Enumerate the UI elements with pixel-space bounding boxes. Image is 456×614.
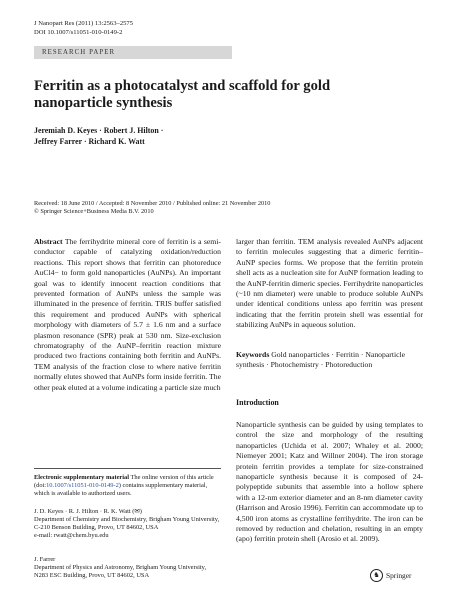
footnote-divider <box>34 468 221 469</box>
supplementary-text-before: The online version of this article (doi: <box>34 474 214 490</box>
article-title: Ferritin as a photocatalyst and scaffold for gold nanoparticle synthesis <box>34 78 331 111</box>
supplementary-label: Electronic supplementary material <box>34 474 130 481</box>
copyright-line: © Springer Science+Business Media B.V. 2010 <box>34 208 154 216</box>
abstract-continued: larger than ferritin. TEM analysis revealed AuNPs adjacent to ferritin molecules suggesting that a dimeric ferritin–AuNP species forms. We propose that the ferritin protein shell acts as a nucleation site for AuNP formation leading to the AuNP-ferritin dimeric species. Ferrihydrite nanoparticles (~10 nm diameter) were unable to produce soluble AuNPs under identical conditions unless apo ferritin was present indicating that the ferritin protein shell was essential for stabilizing AuNPs in aqueous solution. <box>236 237 424 330</box>
supplementary-text-after: ) contains supplementary material, which is available to authorized users. <box>34 482 208 498</box>
supplementary-note <box>34 474 221 498</box>
affiliation-2-name: J. Farrer <box>34 556 56 563</box>
authors-line-1: Jeremiah D. Keyes · Robert J. Hilton · <box>34 126 164 135</box>
dates-line: Received: 18 June 2010 / Accepted: 8 November 2010 / Published online: 21 November 2010 <box>34 200 271 207</box>
affiliation-1 <box>34 508 221 540</box>
publication-dates <box>34 200 414 217</box>
journal-header <box>34 20 133 37</box>
publisher-logo <box>370 569 411 582</box>
affiliation-2-dept: Department of Physics and Astronomy, Brigham Young University, N283 ESC Building, Provo, UT 84602, USA <box>34 564 207 580</box>
supplementary-doi-link[interactable]: 10.1007/s11051-010-0149-2 <box>46 482 119 490</box>
abstract <box>34 237 221 393</box>
keywords <box>236 350 423 371</box>
springer-horse-icon: ♞ <box>370 569 383 582</box>
affiliation-1-dept: Department of Chemistry and Biochemistry, Brigham Young University, C-210 Benson Building, Provo, UT 84602, USA <box>34 516 220 532</box>
affiliation-1-names: J. D. Keyes · R. J. Hilton · R. K. Watt (✉) <box>34 508 142 515</box>
abstract-label: Abstract <box>34 237 63 246</box>
doi-line: DOI 10.1007/s11051-010-0149-2 <box>34 28 123 36</box>
keywords-label: Keywords <box>236 350 270 359</box>
authors-line-2: Jeffrey Farrer · Richard K. Watt <box>34 136 145 146</box>
affiliation-2 <box>34 556 221 580</box>
introduction-text: Nanoparticle synthesis can be guided by using templates to control the size and morphology of the resulting nanoparticles (Uchida et al. 2007; Whaley et al. 2000; Niemeyer 2001; Katz and Willner 2004). The iron storage protein ferritin provides a template for size-constrained nanoparticle synthesis because it is composed of 24-polypeptide subunits that assemble into a hollow sphere with a 12-nm exterior diameter and an 8-nm diameter cavity (Harrison and Arosio 1996). Ferritin can accommodate up to 4,500 iron atoms as crystalline ferrihydrite. The iron can be removed by reduction and chelation, resulting in an empty (apo) ferritin protein shell (Arosio et al. 2009). <box>236 420 423 544</box>
article-type-band: RESEARCH PAPER <box>34 46 232 59</box>
section-heading-introduction: Introduction <box>236 398 279 407</box>
author-list <box>34 126 364 147</box>
affiliation-1-email[interactable]: e-mail: rwatt@chem.byu.edu <box>34 532 109 540</box>
keywords-text: Gold nanoparticles · Ferritin · Nanoparticle synthesis · Photochemistry · Photoreduction <box>236 350 406 370</box>
abstract-text: The ferrihydrite mineral core of ferritin is a semi-conductor capable of catalyzing oxidation/reduction reactions. This report shows that ferritin can photoreduce AuCl4− to form gold nanoparticles (AuNPs). An important goal was to identify innocent reaction conditions that prevented formation of AuNPs unless the sample was illuminated in the presence of ferritin. TRIS buffer satisfied this requirement and produced AuNPs with spherical morphology with diameters of 5.7 ± 1.6 nm and a surface plasmon resonance (SPR) peak at 530 nm. Size-exclusion chromatography of the AuNP–ferritin reaction mixture produced two fractions containing both ferritin and AuNPs. TEM analysis of the fraction close to where native ferritin normally elutes showed that AuNPs form inside ferritin. The other peak eluted at a volume indicating a particle size much <box>34 237 221 392</box>
publisher-name: Springer <box>386 571 412 580</box>
journal-citation: J Nanopart Res (2011) 13:2563–2575 <box>34 20 134 27</box>
